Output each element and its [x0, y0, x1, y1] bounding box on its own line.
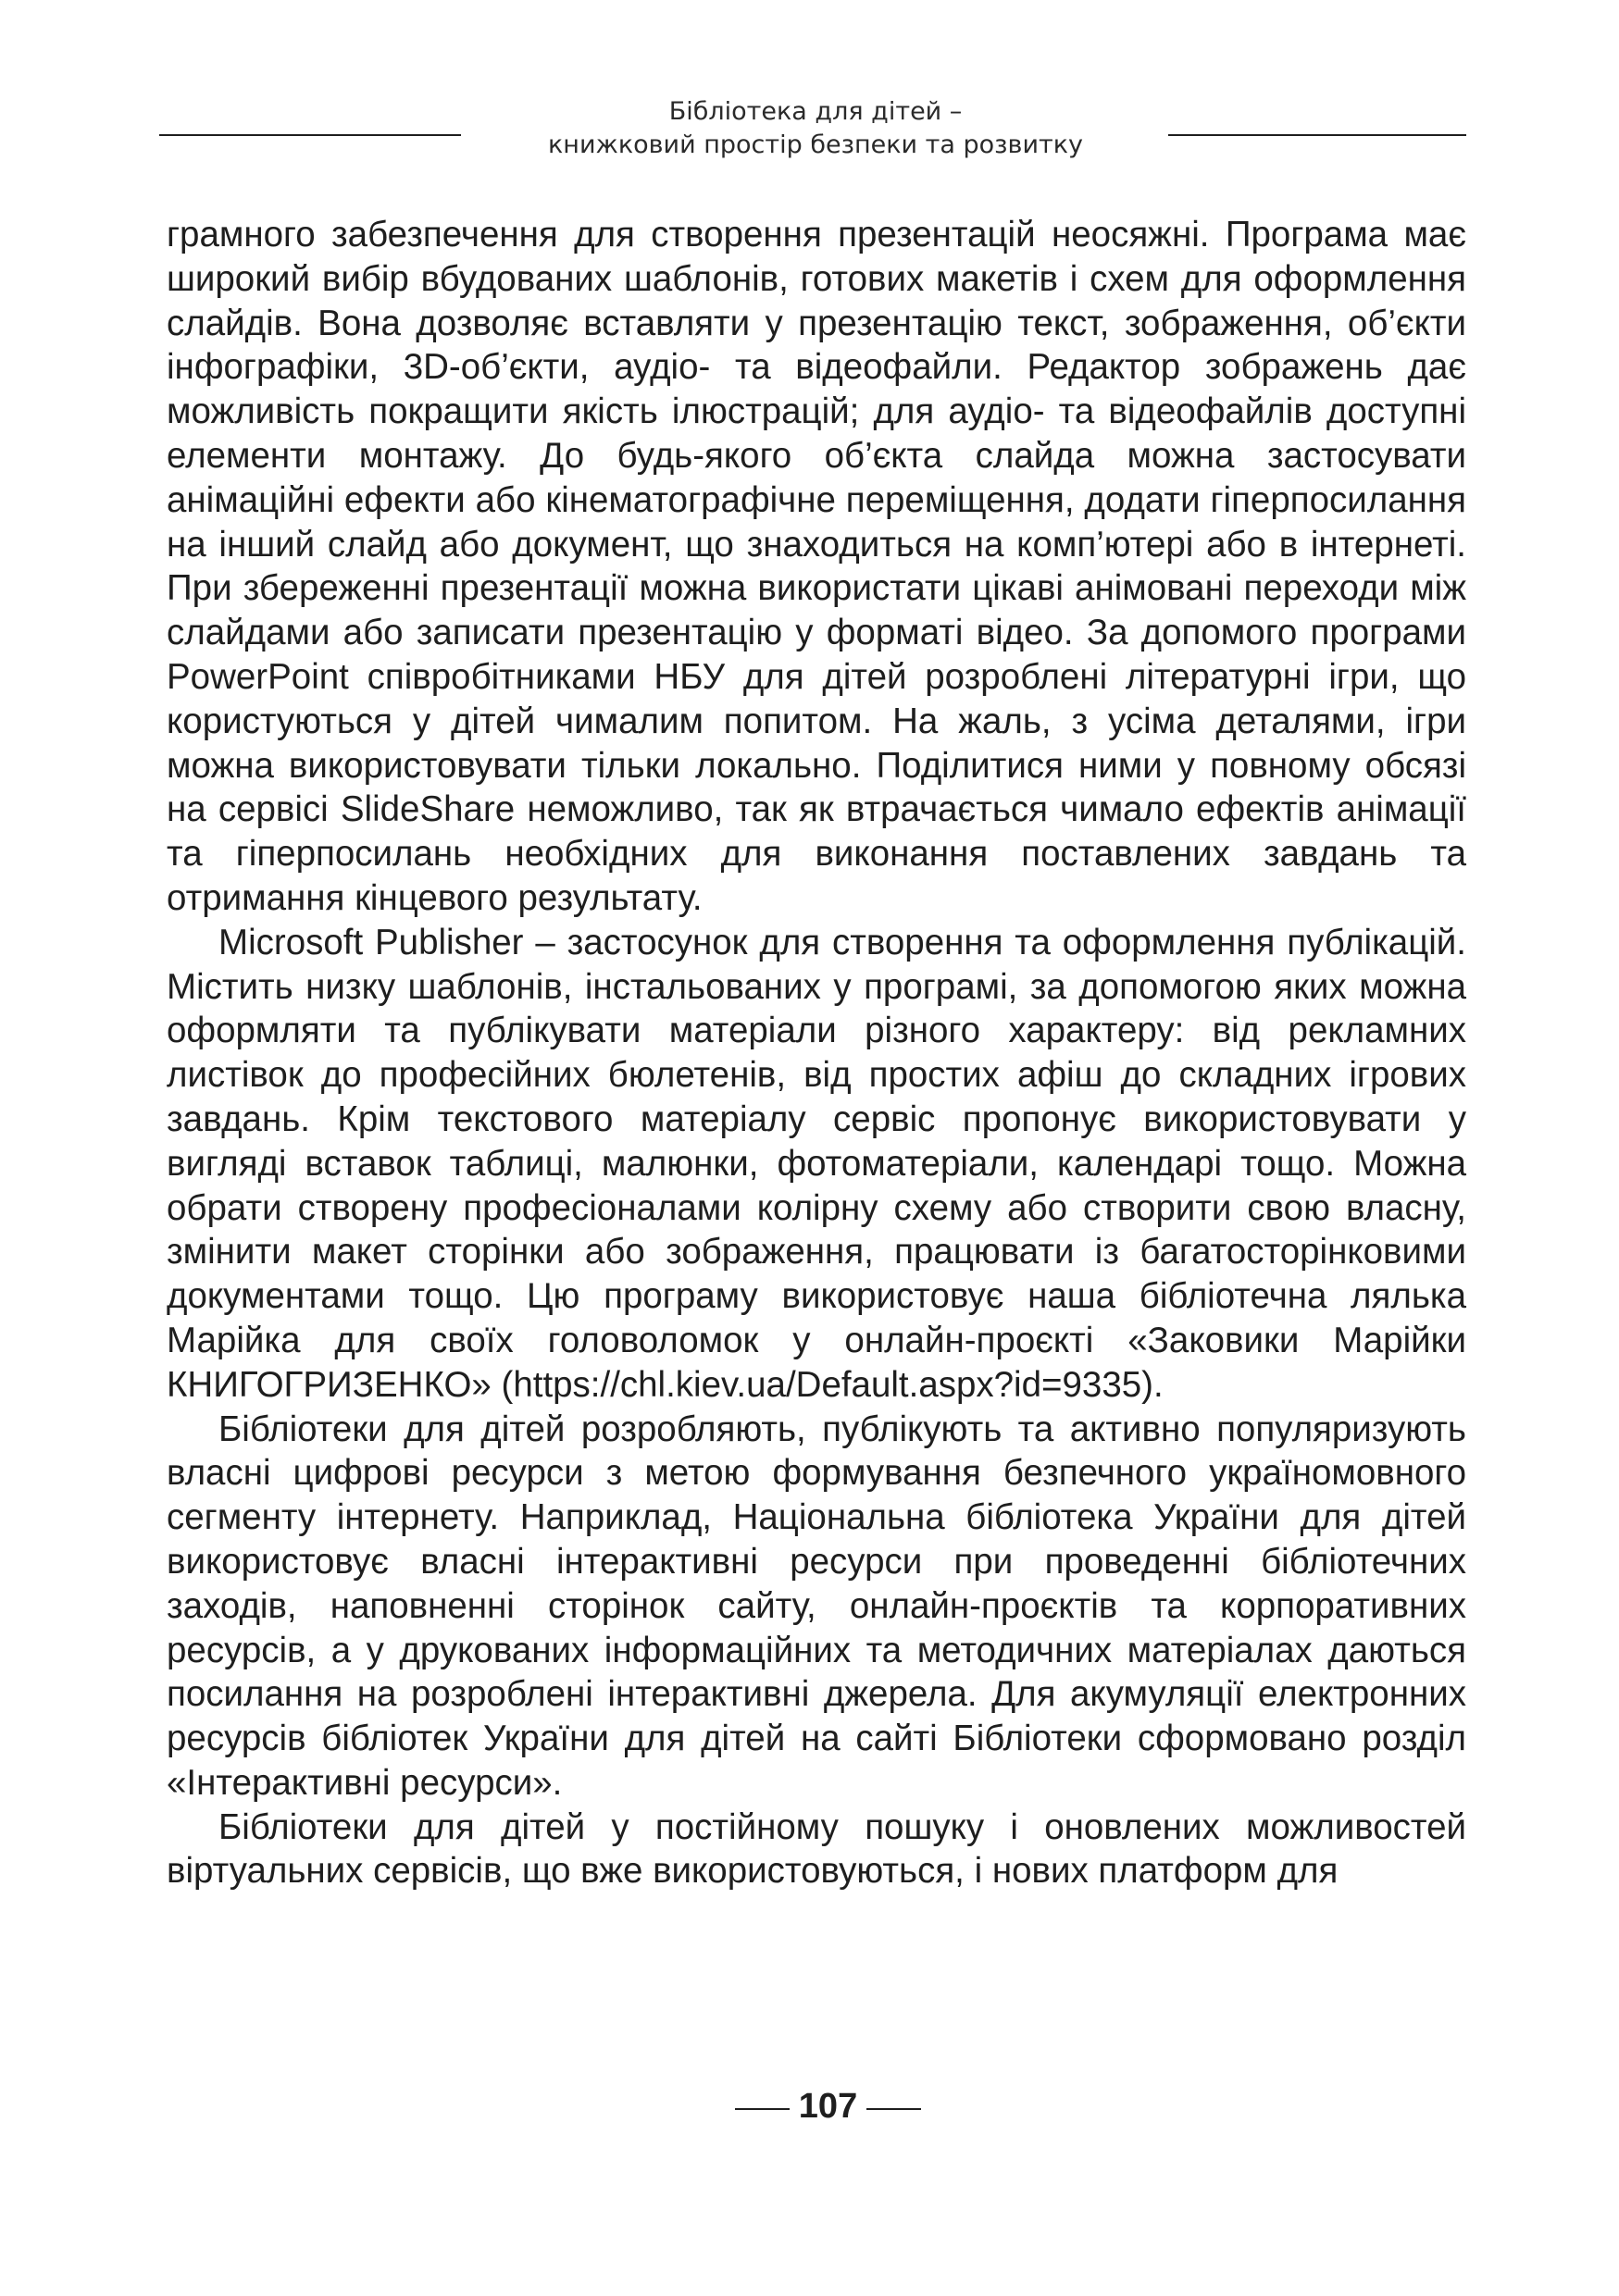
footer-rule-right	[866, 2108, 921, 2110]
header-title-line1: Бібліотека для дітей –	[668, 97, 963, 126]
paragraph-digital-resources: Бібліотеки для дітей розробляють, публікують та активно популяризують власні цифрові ресурси з метою формування безпечного україномовного сегменту інтернету. Наприклад, Національна бібліотека України для дітей використовує власні інтерактивні ресурси при проведенні бібліотечних заходів, наповненні сторінок сайту, онлайн-проєктів та корпоративних ресурсів, а у друкованих інформаційних та методичних матеріалах даються посилання на розроблені інтерактивні джерела. Для акумуляції електронних ресурсів бібліотек України для дітей на сайті Бібліотеки сформовано розділ «Інтерактивні ресурси».	[167, 1409, 1466, 1803]
footer-rule-left	[735, 2108, 790, 2110]
header-title	[472, 95, 1159, 162]
page-number: 107	[798, 2087, 858, 2126]
paragraph-publisher: Microsoft Publisher – застосунок для створення та оформлення публікацій. Містить низку шаблонів, інстальованих у програмі, за допомогою яких можна оформляти та публікувати матеріали різного характеру: від рекламних листівок до професійних бюлетенів, від простих афіш до складних ігрових завдань. Крім текстового матеріалу сервіс пропонує використовувати у вигляді вставок таблиці, малюнки, фотоматеріали, календарі тощо. Можна обрати створену професіоналами колірну схему або створити свою власну, змінити макет сторінки або зображення, працювати із багатосторінковими документами тощо. Цю програму використовує наша бібліотечна лялька Марійка для своїх головоломок у онлайн-проєкті «Заковики Марійки КНИГОГРИЗЕНКО» (https://chl.kiev.ua/Default.aspx?id=9335).	[167, 922, 1466, 1405]
header-title-line2: книжковий простір безпеки та розвитку	[547, 130, 1084, 159]
running-header	[0, 88, 1619, 171]
header-rule-right	[1168, 134, 1466, 136]
paragraph-continued: грамного забезпечення для створення презентацій неосяжні. Програма має широкий вибір вбудованих шаблонів, готових макетів і схем для оформлення слайдів. Вона дозволяє вставляти у презентацію текст, зображення, об’єкти інфографіки, 3D-об’єкти, аудіо- та відеофайли. Редактор зображень дає можливість покращити якість ілюстрацій; для аудіо- та відеофайлів доступні елементи монтажу. До будь-якого об’єкта слайда можна застосувати анімаційні ефекти або кінематографічне переміщення, додати гіперпосилання на інший слайд або документ, що знаходиться на комп’ютері або в інтернеті. При збереженні презентації можна використати цікаві анімовані переходи між слайдами або записати презентацію у форматі відео. За допомого програми PowerPoint співробітниками НБУ для дітей розроблені літературні ігри, що користуються у дітей чималим попитом. На жаль, з усіма деталями, ігри можна використовувати тільки локально. Поділитися ними у повному обсязі на сервісі SlideShare неможливо, так як втрачається чимало ефектів анімації та гіперпосилань необхідних для виконання поставлених завдань та отримання кінцевого результату.	[167, 215, 1466, 918]
paragraph-virtual-services: Бібліотеки для дітей у постійному пошуку і оновлених можливостей віртуальних сервісів, що вже використовуються, і нових платформ для	[167, 1806, 1466, 1892]
page-footer	[0, 2078, 1619, 2133]
header-rule-left	[159, 134, 461, 136]
page-body	[167, 213, 1466, 1893]
